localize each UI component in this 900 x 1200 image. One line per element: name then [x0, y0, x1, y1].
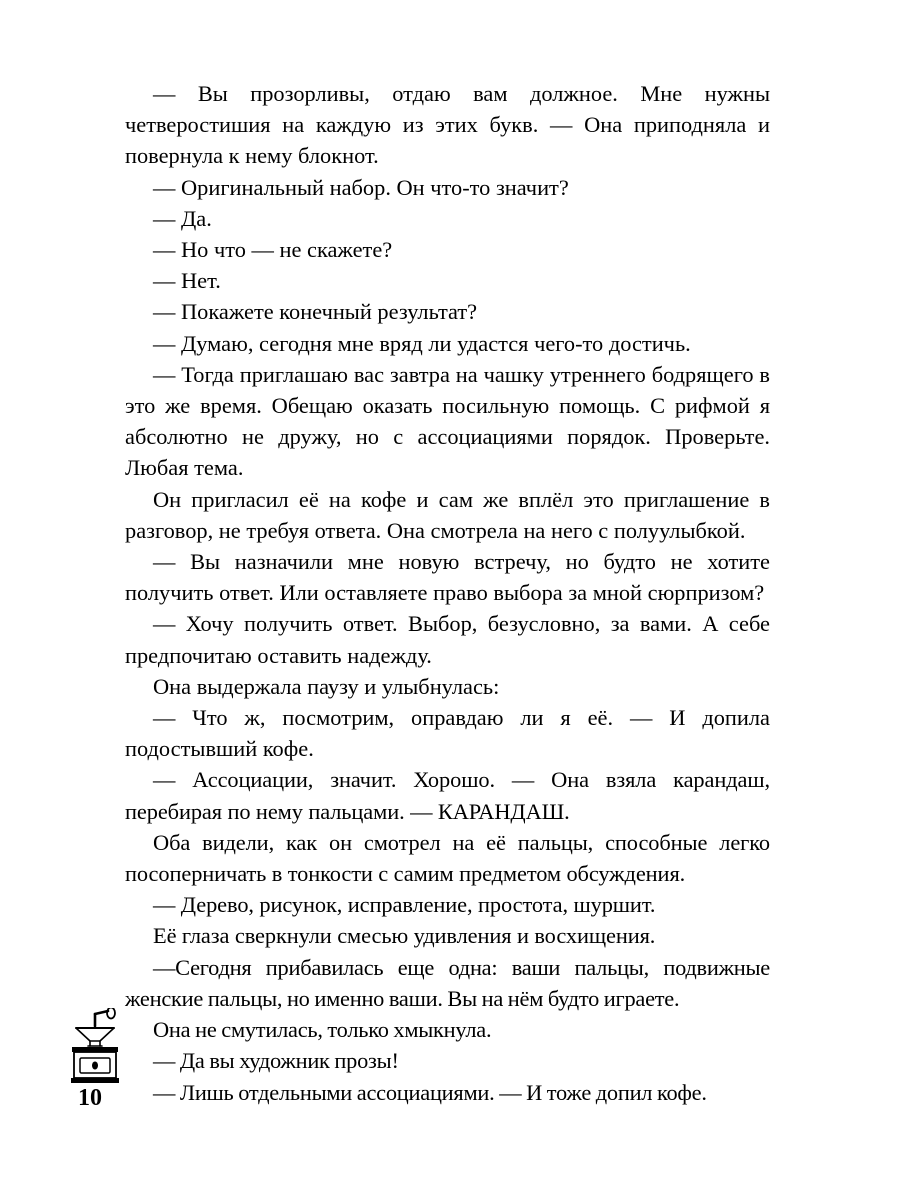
paragraph: — Оригинальный набор. Он что-то значит?: [153, 174, 569, 200]
paragraph: — Хочу получить ответ. Выбор, безусловно, за вами. А себе предпочитаю оставить надежду.: [125, 611, 770, 668]
paragraph: Она выдержала паузу и улыбнулась:: [153, 673, 500, 699]
paragraph: — Вы назначили мне новую встречу, но будто не хотите получить ответ. Или оставляете право выбора за мной сюрпризом?: [125, 549, 770, 606]
paragraph: — Ассоциации, значит. Хорошо. — Она взяла карандаш, перебирая по нему пальцами. — КАРАНДАШ.: [125, 767, 770, 824]
page-number: 10: [78, 1085, 102, 1111]
paragraph: — Тогда приглашаю вас завтра на чашку утреннего бодрящего в это же время. Обещаю оказать посильную помощь. С рифмой я абсолютно не дружу, но с ассоциациями порядок. Проверьте. Любая тема.: [125, 361, 770, 481]
paragraph: — Нет.: [153, 268, 221, 294]
paragraph: Оба видели, как он смотрел на её пальцы, способные легко посоперничать в тонкости с самим предметом обсуждения.: [125, 829, 770, 887]
paragraph: Она не смутилась, только хмыкнула.: [153, 1017, 492, 1043]
paragraph: — Покажете конечный результат?: [153, 299, 478, 325]
paragraph: — Но что — не скажете?: [153, 237, 393, 263]
coffee-grinder-icon: [64, 1008, 126, 1084]
paragraph: — Думаю, сегодня мне вряд ли удастся чего-то достичь.: [153, 330, 691, 356]
paragraph: — Дерево, рисунок, исправление, простота, шуршит.: [153, 892, 656, 918]
paragraph: Он пригласил её на кофе и сам же вплёл это приглашение в разговор, не требуя ответа. Она смотрела на него с полуулыбкой.: [125, 486, 770, 543]
paragraph: — Что ж, посмотрим, оправдаю ли я её. — И допила подостывший кофе.: [125, 705, 770, 762]
paragraph: — Лишь отдельными ассоциациями. — И тоже допил кофе.: [153, 1079, 707, 1105]
paragraph: — Вы прозорливы, отдаю вам должное. Мне нужны четверостишия на каждую из этих букв. — Она приподняла и повернула к нему блокнот.: [125, 81, 770, 169]
paragraph: —Сегодня прибавилась еще одна: ваши пальцы, подвижные женские пальцы, но именно ваши. Вы на нём будто играете.: [125, 954, 770, 1011]
paragraph: — Да вы художник прозы!: [153, 1048, 399, 1074]
body-text-column: [125, 78, 770, 1108]
paragraph: Её глаза сверкнули смесью удивления и восхищения.: [153, 923, 656, 949]
paragraph: — Да.: [153, 205, 212, 231]
